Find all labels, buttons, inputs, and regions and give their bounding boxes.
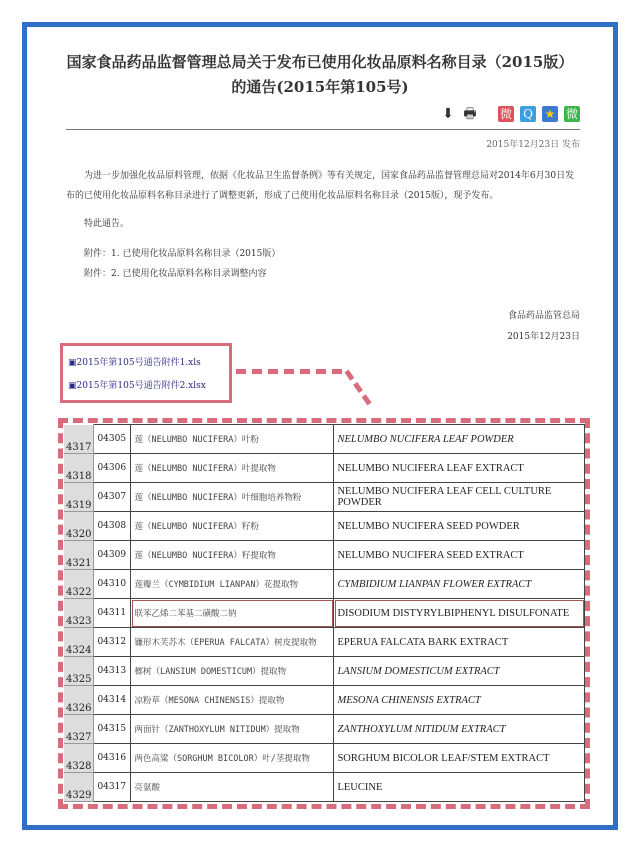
attachment-link-1-label[interactable]: 2015年第105号通告附件1.xls [76,358,201,368]
ingredient-code: 04309 [94,541,131,570]
inci-name: NELUMBO NUCIFERA SEED POWDER [334,512,585,541]
page-title: 国家食品药品监督管理总局关于发布已使用化妆品原料名称目录（2015版）的通告(2015年第105号) [66,53,574,96]
inci-name: NELUMBO NUCIFERA LEAF POWDER [334,425,585,454]
row-number: 4329 [64,773,94,802]
wechat-share-icon[interactable]: 微 [565,107,578,121]
row-number: 4319 [64,483,94,512]
chinese-name: 凉粉草（MESONA CHINENSIS）提取物 [131,686,334,715]
ingredient-code: 04315 [94,715,131,744]
table-row [64,425,585,454]
chinese-name: 莲（NELUMBO NUCIFERA）籽粉 [131,512,334,541]
attachment-2-text: 附件：2. 已使用化妆品原料名称目录调整内容 [84,269,267,279]
row-number: 4318 [64,454,94,483]
ingredient-code: 04306 [94,454,131,483]
row-number: 4324 [64,628,94,657]
table-row [64,599,585,628]
inci-name: NELUMBO NUCIFERA SEED EXTRACT [334,541,585,570]
table-row [64,628,585,657]
chinese-name: 莲瓣兰（CYMBIDIUM LIANPAN）花提取物 [131,570,334,599]
ingredients-table [64,424,585,802]
attachments-highlight [60,343,232,403]
publish-date: 2015年12月23日 发布 [486,140,580,150]
table-row [64,512,585,541]
table-row [64,715,585,744]
table-row [64,686,585,715]
chinese-name: 联苯乙烯二苯基二磺酸二钠 [131,599,334,628]
chinese-name: 亮氨酸 [131,773,334,802]
ingredient-code: 04308 [94,512,131,541]
ingredient-code: 04316 [94,744,131,773]
ingredient-code: 04317 [94,773,131,802]
row-number: 4317 [64,425,94,454]
chinese-name: 莲（NELUMBO NUCIFERA）叶粉 [131,425,334,454]
attachment-1-text: 附件：1. 已使用化妆品原料名称目录（2015版） [84,249,281,259]
chinese-name: 两面针（ZANTHOXYLUM NITIDUM）提取物 [131,715,334,744]
ingredient-code: 04307 [94,483,131,512]
inci-name: NELUMBO NUCIFERA LEAF CELL CULTURE POWDER [334,483,585,512]
inci-name: NELUMBO NUCIFERA LEAF EXTRACT [334,454,585,483]
table-row [64,570,585,599]
weibo-share-icon[interactable]: 微 [499,107,512,121]
download-icon[interactable]: ⬇ [442,106,454,122]
inci-name: CYMBIDIUM LIANPAN FLOWER EXTRACT [334,570,585,599]
chinese-name: 榔树（LANSIUM DOMESTICUM）提取物 [131,657,334,686]
print-icon[interactable]: 🖶 [463,106,477,122]
sign-date: 2015年12月23日 [507,332,580,342]
row-number: 4328 [64,744,94,773]
table-row [64,773,585,802]
ingredient-code: 04310 [94,570,131,599]
chinese-name: 镰形木芙苏木（EPERUA FALCATA）树皮提取物 [131,628,334,657]
qzone-share-icon[interactable]: ★ [542,106,558,122]
inci-name: LEUCINE [334,773,585,802]
body-paragraph: 为进一步加强化妆品原料管理，依据《化妆品卫生监督条例》等有关规定，国家食品药品监督管理总局对2014年6月30日发布的已使用化妆品原料名称目录进行了调整更新，形成了已使用化妆品原料名称目录（2015版），现予发布。 [66,171,575,201]
attachment-link-2-label[interactable]: 2015年第105号通告附件2.xlsx [76,381,206,391]
row-number: 4323 [64,599,94,628]
row-number: 4327 [64,715,94,744]
signer: 食品药品监管总局 [507,311,580,321]
chinese-name: 莲（NELUMBO NUCIFERA）叶细胞培养物粉 [131,483,334,512]
row-number: 4326 [64,686,94,715]
divider [66,129,580,130]
ingredient-code: 04314 [94,686,131,715]
attachment-link-2[interactable]: ▣2015年第105号通告附件2.xlsx [68,381,206,391]
closing-text: 特此通告。 [84,219,130,229]
table-row [64,483,585,512]
connector-line [236,369,342,374]
inci-name: MESONA CHINENSIS EXTRACT [334,686,585,715]
qq-share-icon[interactable]: Q [520,106,536,122]
ingredient-code: 04305 [94,425,131,454]
inci-name: ZANTHOXYLUM NITIDUM EXTRACT [334,715,585,744]
chinese-name: 莲（NELUMBO NUCIFERA）籽提取物 [131,541,334,570]
attachment-link-1[interactable]: ▣2015年第105号通告附件1.xls [68,358,201,368]
inci-name: DISODIUM DISTYRYLBIPHENYL DISULFONATE [334,599,585,628]
chinese-name: 莲（NELUMBO NUCIFERA）叶提取物 [131,454,334,483]
ingredient-code: 04313 [94,657,131,686]
table-row [64,657,585,686]
row-number: 4322 [64,570,94,599]
inci-name: SORGHUM BICOLOR LEAF/STEM EXTRACT [334,744,585,773]
row-number: 4321 [64,541,94,570]
table-row [64,454,585,483]
chinese-name: 两色高粱（SORGHUM BICOLOR）叶/茎提取物 [131,744,334,773]
ingredient-code: 04312 [94,628,131,657]
table-row [64,541,585,570]
inci-name: EPERUA FALCATA BARK EXTRACT [334,628,585,657]
table-row [64,744,585,773]
toolbar [440,106,580,122]
row-number: 4325 [64,657,94,686]
ingredient-code: 04311 [94,599,131,628]
row-number: 4320 [64,512,94,541]
inci-name: LANSIUM DOMESTICUM EXTRACT [334,657,585,686]
